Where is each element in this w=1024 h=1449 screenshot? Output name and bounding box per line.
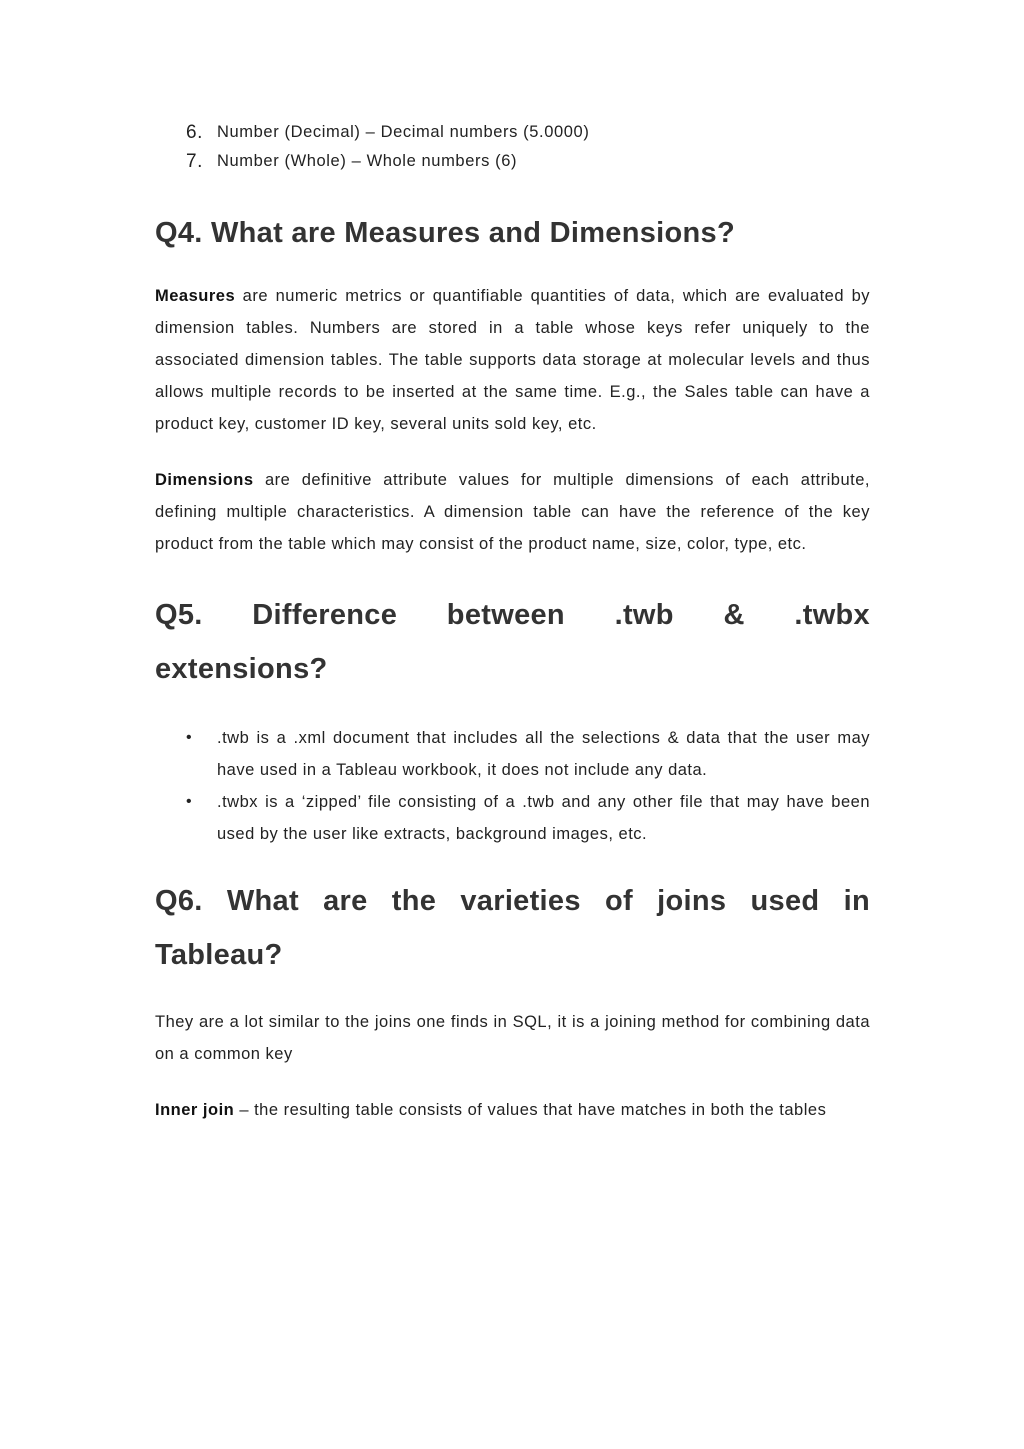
bullet-text: .twb is a .xml document that includes all the selections & data that the user may have used in a Tableau workbook, it does not include any data.	[217, 729, 870, 779]
bullet-icon: •	[186, 729, 193, 746]
numbered-list	[155, 118, 870, 176]
inner-join-term: Inner join	[155, 1101, 235, 1119]
joins-intro-paragraph: They are a lot similar to the joins one finds in SQL, it is a joining method for combining data on a common key	[155, 1013, 870, 1063]
measures-text: are numeric metrics or quantifiable quantities of data, which are evaluated by dimension tables. Numbers are stored in a table whose keys refer uniquely to the associated dimension tables. The table supports data storage at molecular levels and thus allows multiple records to be inserted at the same time. E.g., the Sales table can have a product key, customer ID key, several units sold key, etc.	[155, 287, 870, 433]
list-item	[155, 722, 870, 786]
inner-join-paragraph	[155, 1094, 870, 1126]
list-item	[155, 147, 870, 176]
list-item	[155, 118, 870, 147]
q5-heading	[155, 588, 870, 696]
q6-heading	[155, 874, 870, 982]
list-item-text: Number (Decimal) – Decimal numbers (5.0000)	[217, 123, 590, 141]
list-item-text: Number (Whole) – Whole numbers (6)	[217, 152, 518, 170]
bullet-text: .twbx is a ‘zipped’ file consisting of a .twb and any other file that may have been used by the user like extracts, background images, etc.	[217, 793, 870, 843]
list-item	[155, 786, 870, 850]
dimensions-text: are definitive attribute values for multiple dimensions of each attribute, defining multiple characteristics. A dimension table can have the reference of the key product from the table which may consist of the product name, size, color, type, etc.	[155, 471, 870, 553]
twb-bullet-list	[155, 722, 870, 850]
q6-heading-line1: Q6. What are the varieties of joins used in	[155, 885, 870, 917]
list-marker: 6.	[186, 122, 204, 143]
list-marker: 7.	[186, 151, 204, 172]
q4-heading: Q4. What are Measures and Dimensions?	[155, 217, 735, 249]
measures-term: Measures	[155, 287, 236, 305]
bullet-icon: •	[186, 793, 193, 810]
inner-join-text: – the resulting table consists of values that have matches in both the tables	[234, 1101, 827, 1119]
q5-heading-line1: Q5. Difference between .twb & .twbx	[155, 599, 870, 631]
page-content	[155, 118, 870, 1126]
measures-paragraph	[155, 280, 870, 440]
q6-heading-line2: Tableau?	[155, 939, 283, 971]
dimensions-paragraph	[155, 464, 870, 560]
dimensions-term: Dimensions	[155, 471, 254, 489]
q5-heading-line2: extensions?	[155, 653, 328, 685]
